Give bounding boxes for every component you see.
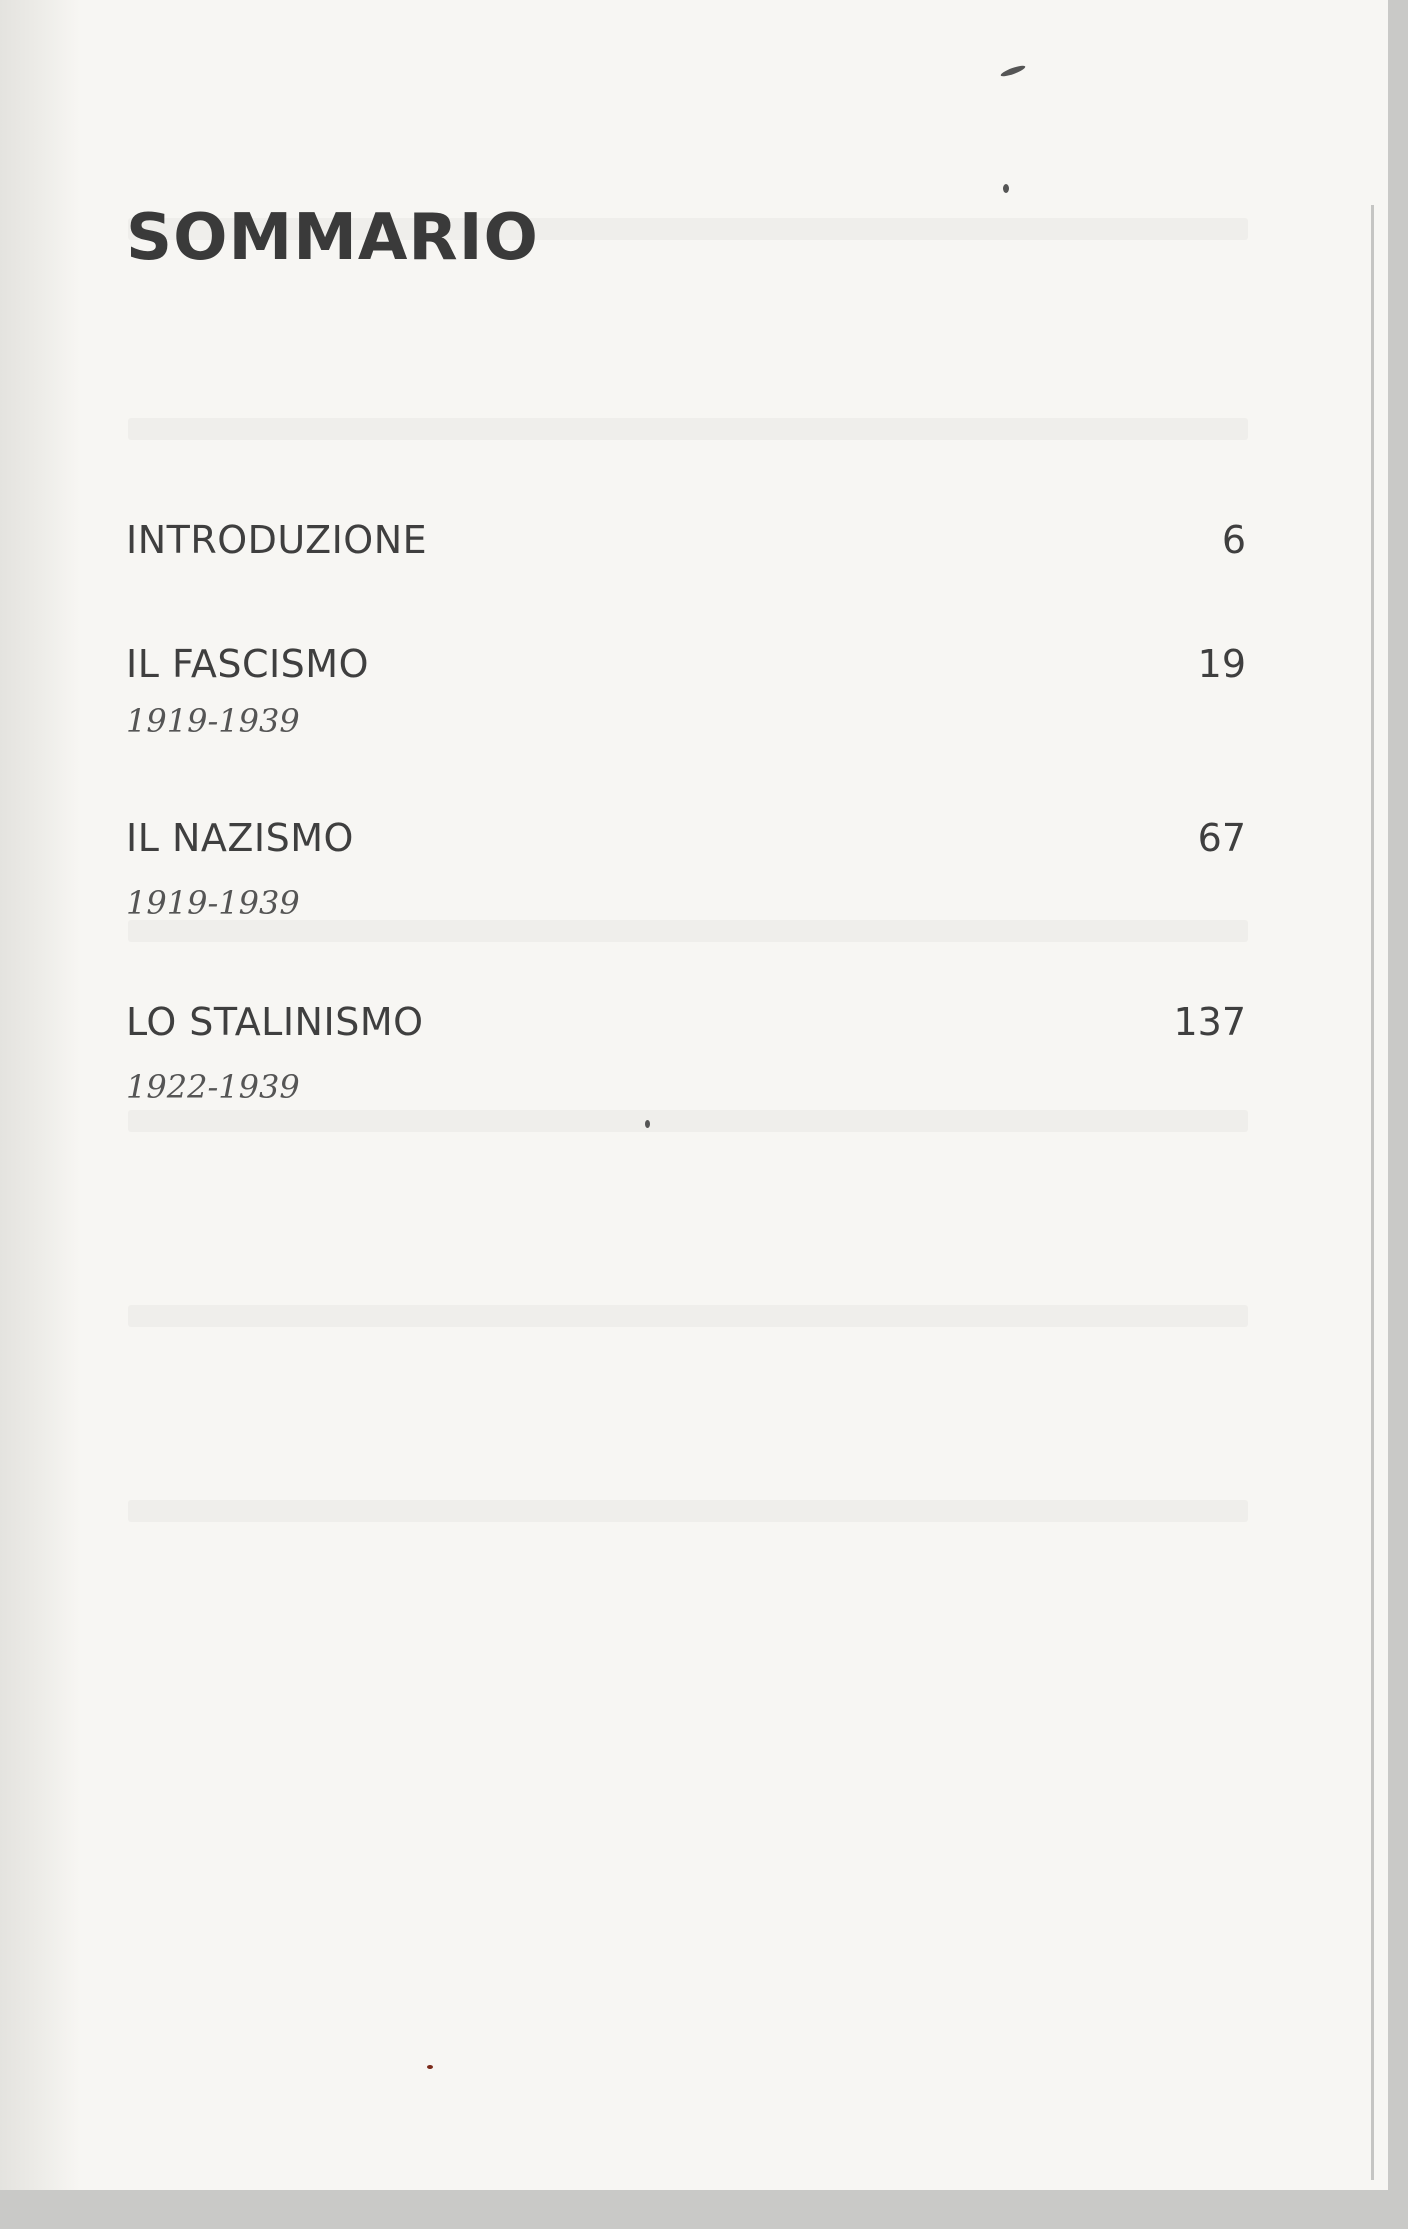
toc-entry-title: IL NAZISMO bbox=[126, 816, 354, 860]
toc-entry-title: IL FASCISMO bbox=[126, 642, 369, 686]
toc-entry-title: INTRODUZIONE bbox=[126, 518, 428, 562]
dust-speck bbox=[427, 2065, 433, 2069]
dust-speck bbox=[1003, 184, 1009, 193]
show-through-line bbox=[128, 418, 1248, 440]
toc-entry-dates: 1919-1939 bbox=[126, 884, 300, 922]
page-title: SOMMARIO bbox=[126, 201, 539, 275]
show-through-line bbox=[128, 1500, 1248, 1522]
toc-entry-page-number: 6 bbox=[1221, 518, 1246, 562]
toc-entry-dates: 1919-1939 bbox=[126, 702, 300, 740]
toc-entry-dates: 1922-1939 bbox=[126, 1068, 300, 1106]
show-through-line bbox=[128, 1110, 1248, 1132]
show-through-line bbox=[128, 1305, 1248, 1327]
dust-speck bbox=[645, 1120, 650, 1128]
toc-entry-title: LO STALINISMO bbox=[126, 1000, 424, 1044]
dust-speck bbox=[1000, 64, 1026, 79]
toc-entry-page-number: 67 bbox=[1197, 816, 1246, 860]
toc-entry-page-number: 19 bbox=[1197, 642, 1246, 686]
toc-entry-page-number: 137 bbox=[1173, 1000, 1246, 1044]
show-through-line bbox=[128, 920, 1248, 942]
